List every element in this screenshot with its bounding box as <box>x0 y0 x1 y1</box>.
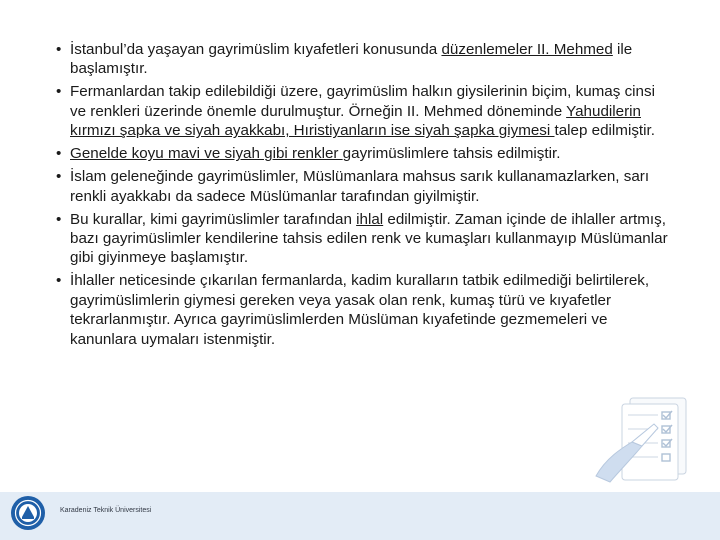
bullet-text: İstanbul’da yaşayan gayrimüslim kıyafetleri konusunda <box>70 41 442 58</box>
underlined-text: Genelde koyu mavi ve siyah gibi renkler <box>70 145 343 163</box>
bullet-dot: • <box>56 145 62 163</box>
bullet-text: talep edilmiştir. <box>554 122 655 140</box>
footer-band <box>0 492 720 540</box>
bullet-text: edilmiştir. Zaman içinde de ihlaller artmış, bazı gayrimüslimler kendilerine tahsis edilen renk ve kumaşları kullanmayıp Müslümanlar gibi giyinmeye başlamıştır. <box>70 210 668 267</box>
university-logo-icon <box>10 495 46 531</box>
bullet-dot: • <box>56 41 62 58</box>
bullet-text: İslam geleneğinde gayrimüslimler, Müslümanlara mahsus sarık kullanamazlarken, sarı renkli ayakkabı da sadece Müslümanlar tarafından giyilmiştir. <box>70 168 650 205</box>
bullet-text: ile başlamıştır. <box>70 41 633 78</box>
underlined-text: düzenlemeler II. Mehmed <box>441 41 613 58</box>
bullet-list <box>54 40 670 349</box>
underlined-text: ihlal <box>356 210 384 228</box>
slide-content <box>54 40 670 353</box>
bullet-dot: • <box>56 168 62 186</box>
bullet-item <box>54 144 670 163</box>
bullet-item <box>54 167 670 206</box>
bullet-dot: • <box>56 272 62 290</box>
bullet-dot: • <box>56 83 62 101</box>
bullet-text: Bu kurallar, kimi gayrimüslimler tarafından <box>70 210 357 228</box>
bullet-text: Fermanlardan takip edilebildiği üzere, gayrimüslim halkın giysilerinin biçim, kumaş cinsi ve renkleri üzerinde önemle durulmuştur. Örneğin II. Mehmed döneminde <box>70 83 655 120</box>
bullet-item <box>54 40 670 79</box>
bullet-item <box>54 210 670 268</box>
checklist-clipboard-icon <box>592 394 692 490</box>
bullet-text: gayrimüslimlere tahsis edilmiştir. <box>342 145 561 163</box>
bullet-text: İhlaller neticesinde çıkarılan fermanlarda, kadim kuralların tatbik edilmediği belirtilerek, gayrimüslimlerin giymesi gereken veya yasak olan renk, kumaş türü ve kıyafetler tekrarlanmıştır. Ayrıca gayrimüslimlerden Müslüman kıyafetinde gezmemeleri ve kanunlara uymaları istenmiştir. <box>70 272 650 348</box>
bullet-dot: • <box>56 210 62 228</box>
underlined-text: Yahudilerin kırmızı şapka ve siyah ayakkabı, Hıristiyanların ise siyah şapka giymesi <box>70 102 641 140</box>
bullet-item <box>54 82 670 140</box>
footer-institution-name: Karadeniz Teknik Üniversitesi <box>60 507 152 514</box>
bullet-item <box>54 271 670 349</box>
